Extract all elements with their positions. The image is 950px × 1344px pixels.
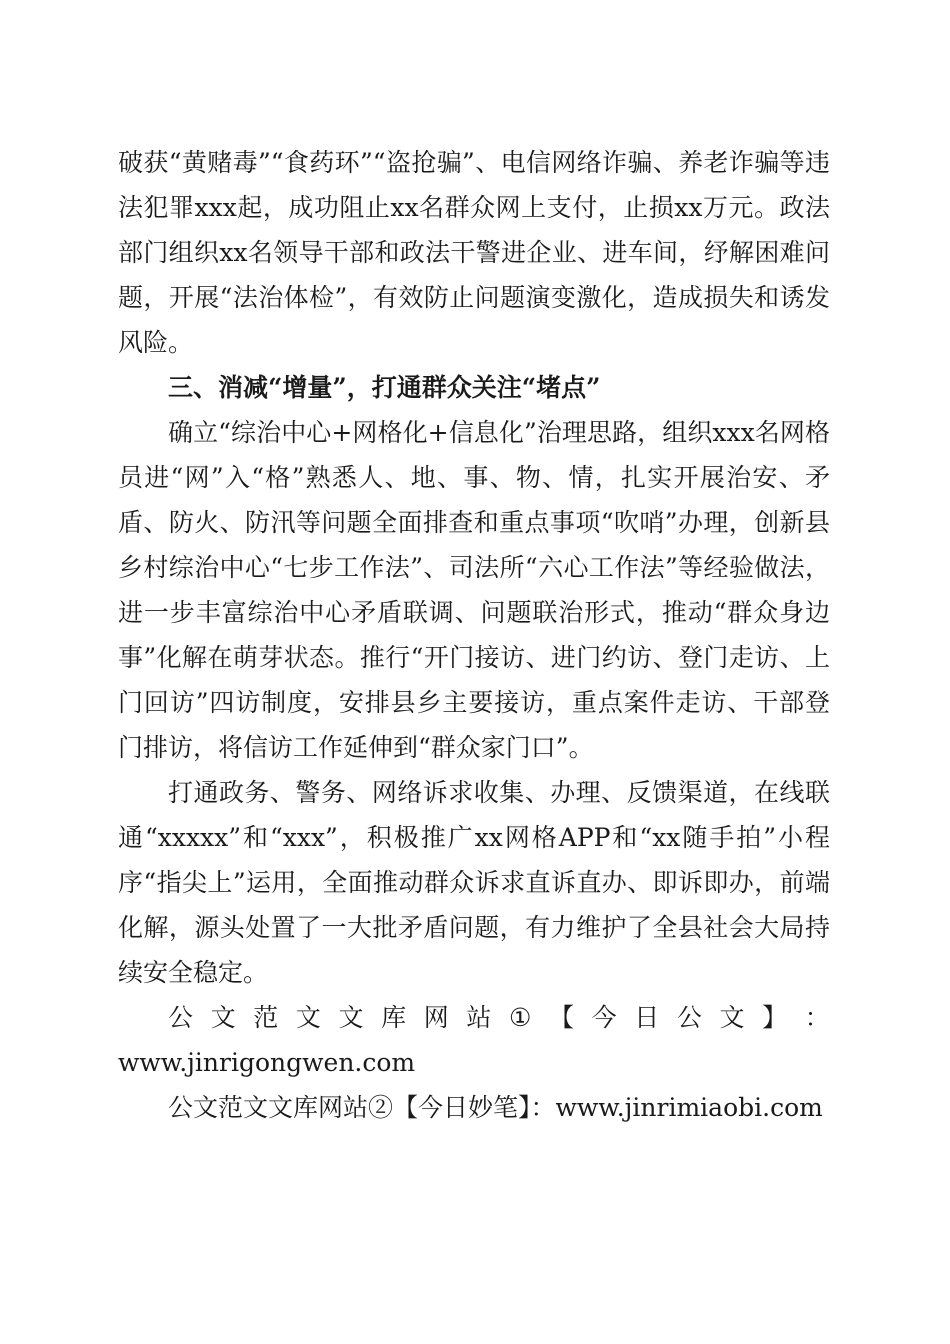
document-body	[118, 140, 830, 1130]
footer-site1-char: 文	[719, 1003, 745, 1032]
footer-site1-url[interactable]: www.jinrigongwen.com	[118, 1048, 416, 1077]
section-heading-3: 三、消减“增量”，打通群众关注“堵点”	[168, 373, 601, 402]
footer-site1-char: 网	[423, 1003, 449, 1032]
footer-site1-char: 公	[168, 1003, 194, 1032]
paragraph-3: 打通政务、警务、网络诉求收集、办理、反馈渠道，在线联通“xxxxx”和“xxx”，积极推广xx网格APP和“xx随手拍”小程序“指尖上”运用，全面推动群众诉求直诉直办、即诉即办，前端化解，源头处置了一大批矛盾问题，有力维护了全县社会大局持续安全稳定。	[118, 778, 830, 987]
footer-site1-char: 站	[466, 1003, 492, 1032]
footer-site1-char: 范	[253, 1003, 279, 1032]
footer-site1-char: 文	[295, 1003, 321, 1032]
footer-site1-char: 日	[634, 1003, 660, 1032]
footer-site2[interactable]: 公文范文文库网站②【今日妙笔】：www.jinrimiaobi.com	[168, 1093, 823, 1122]
paragraph-2: 确立“综治中心+网格化+信息化”治理思路，组织xxx名网格员进“网”入“格”熟悉人、地、事、物、情，扎实开展治安、矛盾、防火、防汛等问题全面排查和重点事项“吹哨”办理，创新县乡村综治中心“七步工作法”、司法所“六心工作法”等经验做法，进一步丰富综治中心矛盾联调、问题联治形式，推动“群众身边事”化解在萌芽状态。推行“开门接访、进门约访、登门走访、上门回访”四访制度，安排县乡主要接访，重点案件走访、干部登门排访，将信访工作延伸到“群众家门口”。	[118, 418, 830, 762]
footer-site1-char: ①	[509, 1003, 532, 1032]
footer-site1-char: 公	[676, 1003, 702, 1032]
footer-site1-char: ：	[804, 1003, 830, 1032]
footer-site1-char: 文	[338, 1003, 364, 1032]
footer-site1-char: 】	[762, 1003, 788, 1032]
footer-site1-char: 今	[591, 1003, 617, 1032]
footer-site1-char: 【	[549, 1003, 575, 1032]
footer-site1-char: 文	[210, 1003, 236, 1032]
paragraph-1: 破获“黄赌毒”“食药环”“盗抢骗”、电信网络诈骗、养老诈骗等违法犯罪xxx起，成功阻止xx名群众网上支付，止损xx万元。政法部门组织xx名领导干部和政法干警进企业、进车间，纾解困难问题，开展“法治体检”，有效防止问题演变激化，造成损失和诱发风险。	[118, 148, 830, 357]
footer-site1-label	[168, 995, 830, 1040]
footer-site1-char: 库	[381, 1003, 407, 1032]
